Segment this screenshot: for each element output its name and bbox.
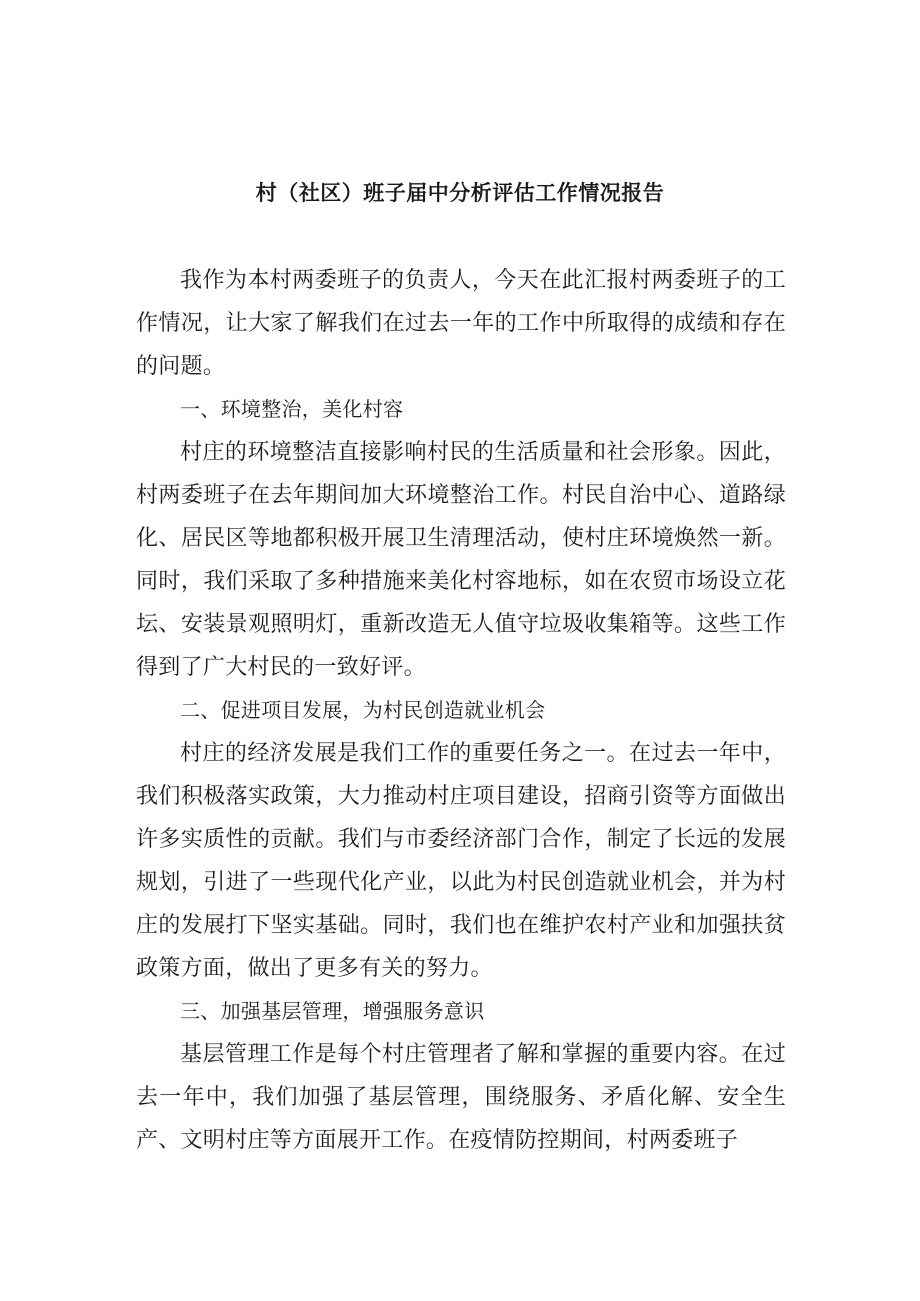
section-heading-1: 一、环境整治，美化村容 (180, 397, 404, 421)
section-body-1: 村庄的环境整洁直接影响村民的生活质量和社会形象。因此，村两委班子在去年期间加大环境整治工作。村民自治中心、道路绿化、居民区等地都积极开展卫生清理活动，使村庄环境焕然一新。同时，我们采取了多种措施来美化村容地标，如在农贸市场设立花坛、安装景观照明灯，重新改造无人值守垃圾收集箱等。这些工作得到了广大村民的一致好评。 (136, 440, 786, 680)
intro-paragraph: 我作为本村两委班子的负责人，今天在此汇报村两委班子的工作情况，让大家了解我们在过去一年的工作中所取得的成绩和存在的问题。 (136, 268, 786, 379)
document-body (136, 259, 786, 1162)
section-body-2: 村庄的经济发展是我们工作的重要任务之一。在过去一年中，我们积极落实政策，大力推动村庄项目建设，招商引资等方面做出许多实质性的贡献。我们与市委经济部门合作，制定了长远的发展规划，引进了一些现代化产业，以此为村民创造就业机会，并为村庄的发展打下坚实基础。同时，我们也在维护农村产业和加强扶贫政策方面，做出了更多有关的努力。 (136, 741, 786, 981)
section-heading-2: 二、促进项目发展，为村民创造就业机会 (180, 698, 546, 722)
section-heading-3: 三、加强基层管理，增强服务意识 (180, 999, 485, 1023)
section-body-3: 基层管理工作是每个村庄管理者了解和掌握的重要内容。在过去一年中，我们加强了基层管理，围绕服务、矛盾化解、安全生产、文明村庄等方面展开工作。在疫情防控期间，村两委班子 (136, 1042, 786, 1153)
document-title: 村（社区）班子届中分析评估工作情况报告 (255, 181, 665, 205)
